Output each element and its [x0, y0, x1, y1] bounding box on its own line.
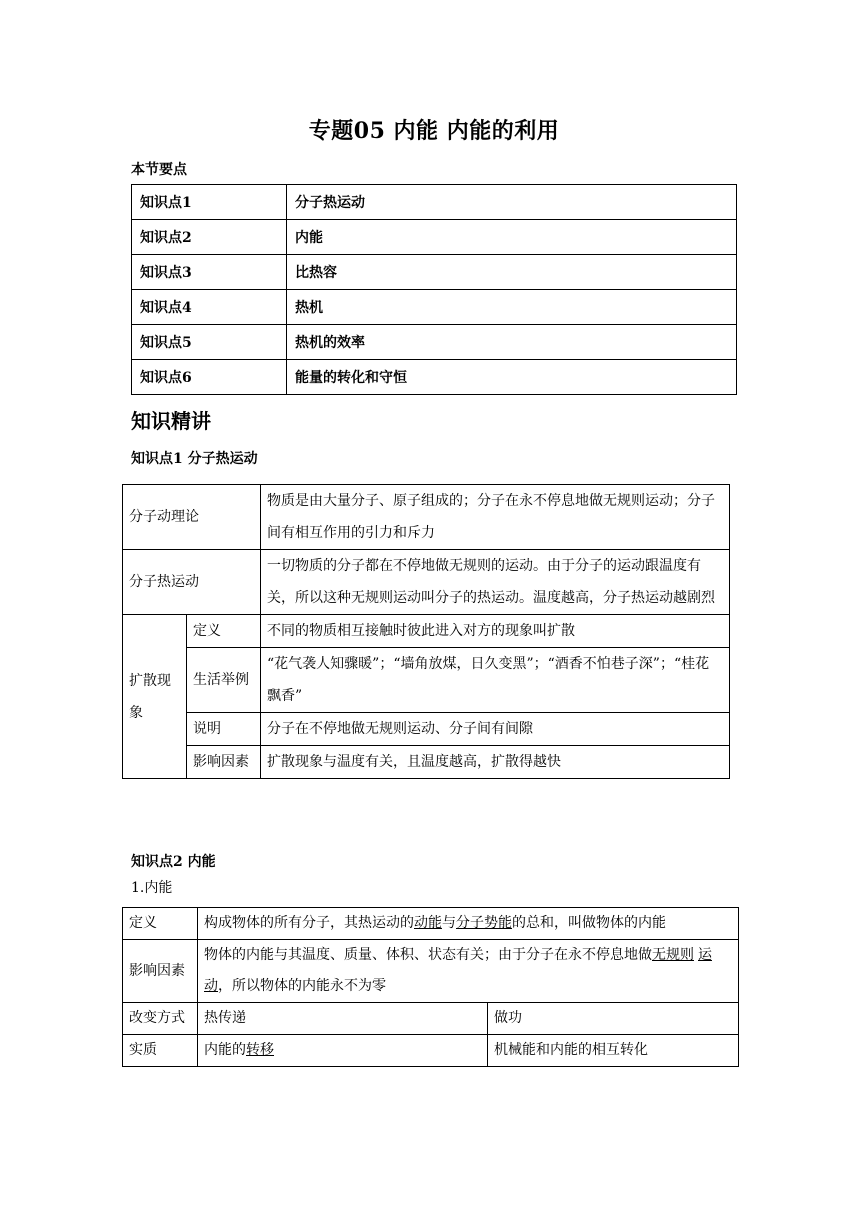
definition-text: 构成物体的所有分子，其热运动的动能与分子势能的总和，叫做物体的内能 [198, 908, 739, 940]
theory-text: 物质是由大量分子、原子组成的；分子在永不停息地做无规则运动；分子间有相互作用的引力和斥力 [261, 485, 730, 550]
theory-label: 分子动理论 [123, 485, 261, 550]
kp1-heading: 知识点1 分子热运动 [131, 451, 258, 467]
factors-text: 物体的内能与其温度、质量、体积、状态有关；由于分子在永不停息地做无规则 运动，所以物体的内能永不为零 [198, 940, 739, 1003]
table-row [123, 648, 730, 713]
factors-label: 影响因素 [123, 940, 198, 1003]
table-row [123, 908, 739, 940]
key-point-label: 知识点5 [132, 325, 287, 360]
key-point-label: 知识点4 [132, 290, 287, 325]
motion-label: 分子热运动 [123, 550, 261, 615]
diffusion-row-text: 分子在不停地做无规则运动、分子间有间隙 [261, 713, 730, 746]
underlined-answer: 动能 [414, 915, 442, 931]
underlined-answer: 转移 [246, 1042, 274, 1058]
table-row [123, 940, 739, 1003]
table-row [123, 550, 730, 615]
table-row [132, 290, 737, 325]
kp1-table [122, 484, 730, 779]
diffusion-row-label: 生活举例 [187, 648, 261, 713]
key-point-topic: 热机的效率 [287, 325, 737, 360]
kp2-heading: 知识点2 内能 [131, 854, 216, 870]
key-point-topic: 分子热运动 [287, 185, 737, 220]
kp2-subheading: 1.内能 [131, 880, 173, 896]
diffusion-row-label: 影响因素 [187, 746, 261, 779]
change-heat-transfer: 热传递 [198, 1003, 488, 1035]
table-row [132, 360, 737, 395]
lecture-heading: 知识精讲 [131, 409, 211, 433]
table-row [123, 615, 730, 648]
diffusion-row-text: “花气袭人知骤暖”；“墙角放煤，日久变黑”；“酒香不怕巷子深”；“桂花飘香” [261, 648, 730, 713]
key-point-label: 知识点1 [132, 185, 287, 220]
key-point-topic: 比热容 [287, 255, 737, 290]
key-point-topic: 能量的转化和守恒 [287, 360, 737, 395]
diffusion-row-label: 定义 [187, 615, 261, 648]
key-points-table [131, 184, 737, 395]
table-row [123, 746, 730, 779]
diffusion-row-text: 不同的物质相互接触时彼此进入对方的现象叫扩散 [261, 615, 730, 648]
table-row [123, 713, 730, 746]
page-title: 专题05 内能 内能的利用 [308, 118, 560, 144]
key-points-heading: 本节要点 [131, 162, 187, 178]
motion-text: 一切物质的分子都在不停地做无规则的运动。由于分子的运动跟温度有关，所以这种无规则运动叫分子的热运动。温度越高，分子热运动越剧烈 [261, 550, 730, 615]
key-point-label: 知识点6 [132, 360, 287, 395]
key-point-label: 知识点3 [132, 255, 287, 290]
key-point-topic: 热机 [287, 290, 737, 325]
underlined-answer: 无规则 [652, 947, 694, 963]
underlined-answer: 运动 [204, 947, 712, 994]
definition-label: 定义 [123, 908, 198, 940]
key-point-topic: 内能 [287, 220, 737, 255]
table-row [123, 485, 730, 550]
table-row [132, 185, 737, 220]
diffusion-label: 扩散现象 [123, 615, 187, 779]
diffusion-row-label: 说明 [187, 713, 261, 746]
table-row [132, 325, 737, 360]
table-row [132, 220, 737, 255]
table-row [123, 1003, 739, 1035]
table-row [132, 255, 737, 290]
underlined-answer: 分子势能 [456, 915, 512, 931]
essence-label: 实质 [123, 1035, 198, 1067]
diffusion-row-text: 扩散现象与温度有关，且温度越高，扩散得越快 [261, 746, 730, 779]
table-row [123, 1035, 739, 1067]
essence-work: 机械能和内能的相互转化 [488, 1035, 739, 1067]
kp2-table [122, 907, 739, 1067]
essence-heat-transfer: 内能的转移 [198, 1035, 488, 1067]
change-work: 做功 [488, 1003, 739, 1035]
change-label: 改变方式 [123, 1003, 198, 1035]
key-point-label: 知识点2 [132, 220, 287, 255]
